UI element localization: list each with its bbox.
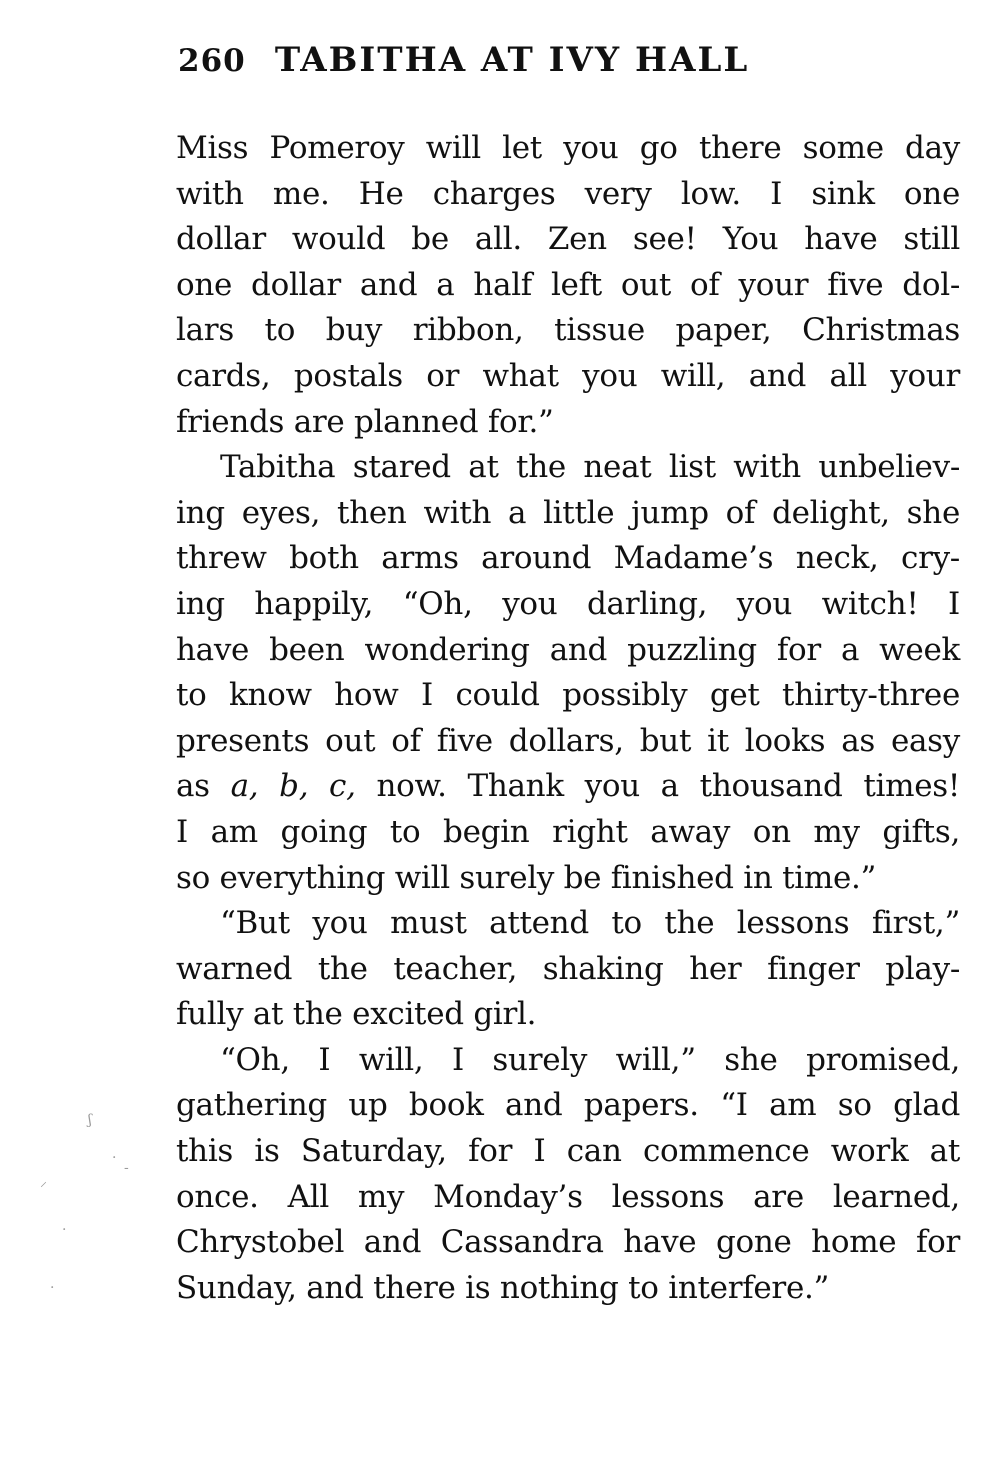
- text-line: “Oh, I will, I surely will,” she promised,: [220, 1041, 960, 1078]
- text-line: gathering up book and papers. “I am so glad: [176, 1087, 960, 1124]
- page-number: 260: [178, 43, 246, 79]
- text-line: with me. He charges very low. I sink one: [176, 175, 960, 212]
- text-line: cards, postals or what you will, and all your: [176, 357, 960, 394]
- text-line: threw both arms around Madame’s neck, cry-: [176, 540, 960, 577]
- text-line: friends are planned for.”: [176, 403, 554, 440]
- text-line: ing happily, “Oh, you darling, you witch! I: [176, 585, 960, 622]
- text-line: dollar would be all. Zen see! You have still: [176, 221, 960, 258]
- text-line: Chrystobel and Cassandra have gone home for: [176, 1224, 960, 1261]
- running-title: TABITHA AT IVY HALL: [274, 40, 750, 80]
- text-line: have been wondering and puzzling for a week: [176, 631, 960, 668]
- text-line: lars to buy ribbon, tissue paper, Christmas: [176, 312, 960, 349]
- text-line: once. All my Monday’s lessons are learned,: [176, 1178, 960, 1215]
- text-line: this is Saturday, for I can commence work at: [176, 1133, 960, 1170]
- text-line: I am going to begin right away on my gifts,: [176, 813, 960, 850]
- text-line: to know how I could possibly get thirty-three: [176, 677, 960, 714]
- text-line: one dollar and a half left out of your five dol-: [176, 266, 960, 303]
- italic-letters: a, b, c,: [230, 768, 356, 805]
- text-line: warned the teacher, shaking her finger play-: [176, 950, 960, 987]
- text-line: “But you must attend to the lessons first,”: [220, 905, 960, 942]
- text-line: Sunday, and there is nothing to interfere.”: [176, 1269, 830, 1306]
- text-line: Tabitha stared at the neat list with unbeliev-: [220, 449, 960, 486]
- page-header: [178, 40, 858, 90]
- text-line: so everything will surely be finished in time.”: [176, 859, 877, 896]
- text-line: fully at the excited girl.: [176, 996, 537, 1033]
- body-text: [176, 126, 960, 1311]
- text-line: as a, b, c, now. Thank you a thousand times!: [176, 768, 961, 805]
- text-line: Miss Pomeroy will let you go there some day: [176, 130, 960, 166]
- text-line: ing eyes, then with a little jump of delight, she: [176, 494, 960, 531]
- text-line: presents out of five dollars, but it looks as easy: [176, 722, 960, 759]
